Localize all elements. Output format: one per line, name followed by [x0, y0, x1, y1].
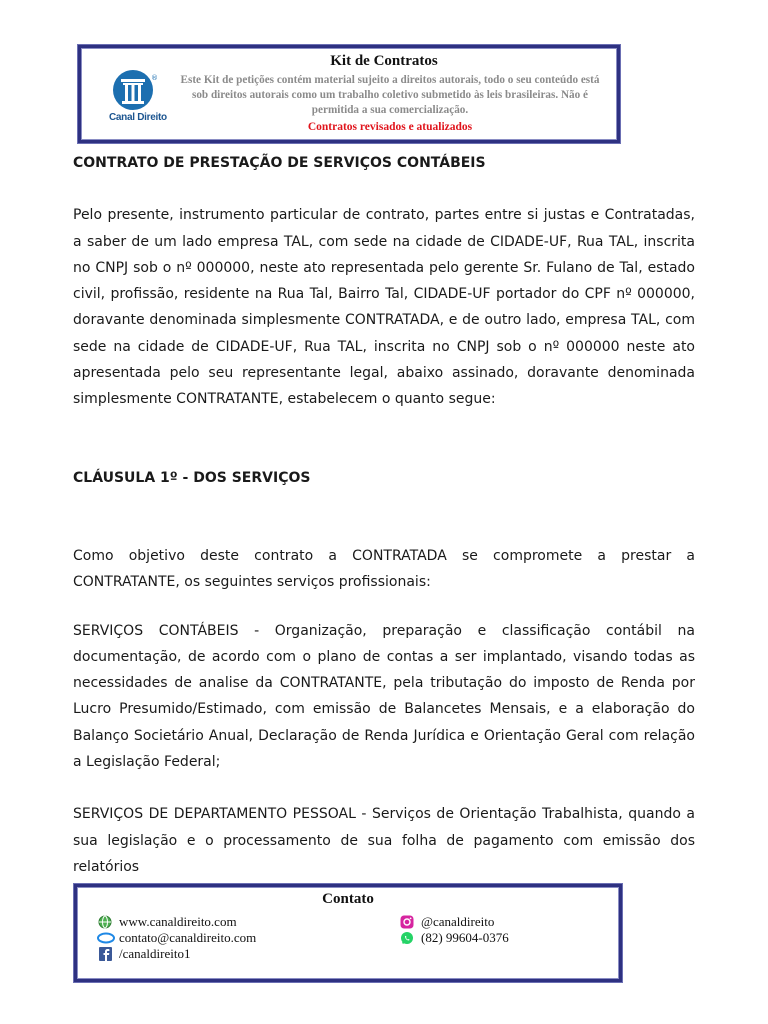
- instagram-row: [399, 914, 494, 930]
- document-body: [73, 150, 695, 880]
- instagram-icon: [399, 915, 415, 929]
- copyright-notice: Este Kit de petições contém material sujeito a direitos autorais, todo o seu conteúdo está sob direitos autorais como um trabalho coletivo submetido às leis brasileiras. Não é permitida a sua comercialização.: [180, 74, 600, 116]
- whatsapp-row: [399, 930, 509, 946]
- facebook-icon: [97, 947, 113, 961]
- clause-1-intro: Como objetivo deste contrato a CONTRATADA se compromete a prestar a CONTRATANTE, os seguintes serviços profissionais:: [73, 547, 695, 591]
- kit-title: Kit de Contratos: [330, 53, 438, 69]
- facebook-row: [97, 946, 190, 962]
- intro-paragraph: Pelo presente, instrumento particular de contrato, partes entre si justas e Contratadas, a saber de um lado empresa TAL, com sede na cidade de CIDADE-UF, Rua TAL, inscrita no CNPJ sob o nº 000000, neste ato representada pelo gerente Sr. Fulano de Tal, estado civil, profissão, residente na Rua Tal, Bairro Tal, CIDADE-UF portador do CPF nº 000000, doravante denominada simplesmente CONTRATADA, e de outro lado, empresa TAL, com sede na cidade de CIDADE-UF, Rua TAL, inscrita no CNPJ sob o nº 000000 neste ato apresentada pelo seu representante legal, abaixo assinado, doravante denominada simplesmente CONTRATANTE, estabelecem o quanto segue:: [73, 207, 695, 408]
- column-icon: [113, 70, 153, 110]
- email-row: [97, 930, 256, 946]
- whatsapp-number[interactable]: (82) 99604-0376: [421, 930, 509, 945]
- revised-notice: Contratos revisados e atualizados: [307, 121, 473, 133]
- logo-text: Canal Direito: [109, 112, 167, 123]
- header-banner: [78, 45, 620, 143]
- registered-mark: ®: [151, 74, 158, 82]
- document-title: CONTRATO DE PRESTAÇÃO DE SERVIÇOS CONTÁBEIS: [73, 155, 486, 171]
- contact-title: Contato: [322, 891, 374, 907]
- accounting-services-paragraph: SERVIÇOS CONTÁBEIS - Organização, preparação e classificação contábil na documentação, de acordo com o plano de contas a ser implantado, visando todas as necessidades de analise da CONTRATANTE, pela tributação do imposto de Renda por Lucro Presumido/Estimado, com emissão de Balancetes Mensais, e a elaboração do Balanço Societário Anual, Declaração de Renda Jurídica e Orientação Geral com relação a Legislação Federal;: [73, 622, 695, 771]
- instagram-handle[interactable]: @canaldireito: [421, 914, 495, 929]
- website-row: [97, 914, 237, 930]
- globe-icon: [97, 915, 113, 929]
- email-icon: [97, 931, 113, 945]
- whatsapp-icon: [399, 931, 415, 945]
- contact-banner: [74, 884, 622, 982]
- personnel-services-paragraph: SERVIÇOS DE DEPARTAMENTO PESSOAL - Serviços de Orientação Trabalhista, quando a sua legislação e o processamento de sua folha de pagamento com emissão dos relatórios: [73, 806, 695, 875]
- canal-direito-logo: [109, 70, 157, 110]
- website-link[interactable]: www.canaldireito.com: [119, 914, 237, 929]
- email-link[interactable]: contato@canaldireito.com: [119, 930, 257, 945]
- clause-1-title: CLÁUSULA 1º - DOS SERVIÇOS: [73, 469, 311, 486]
- facebook-link[interactable]: /canaldireito1: [119, 946, 191, 961]
